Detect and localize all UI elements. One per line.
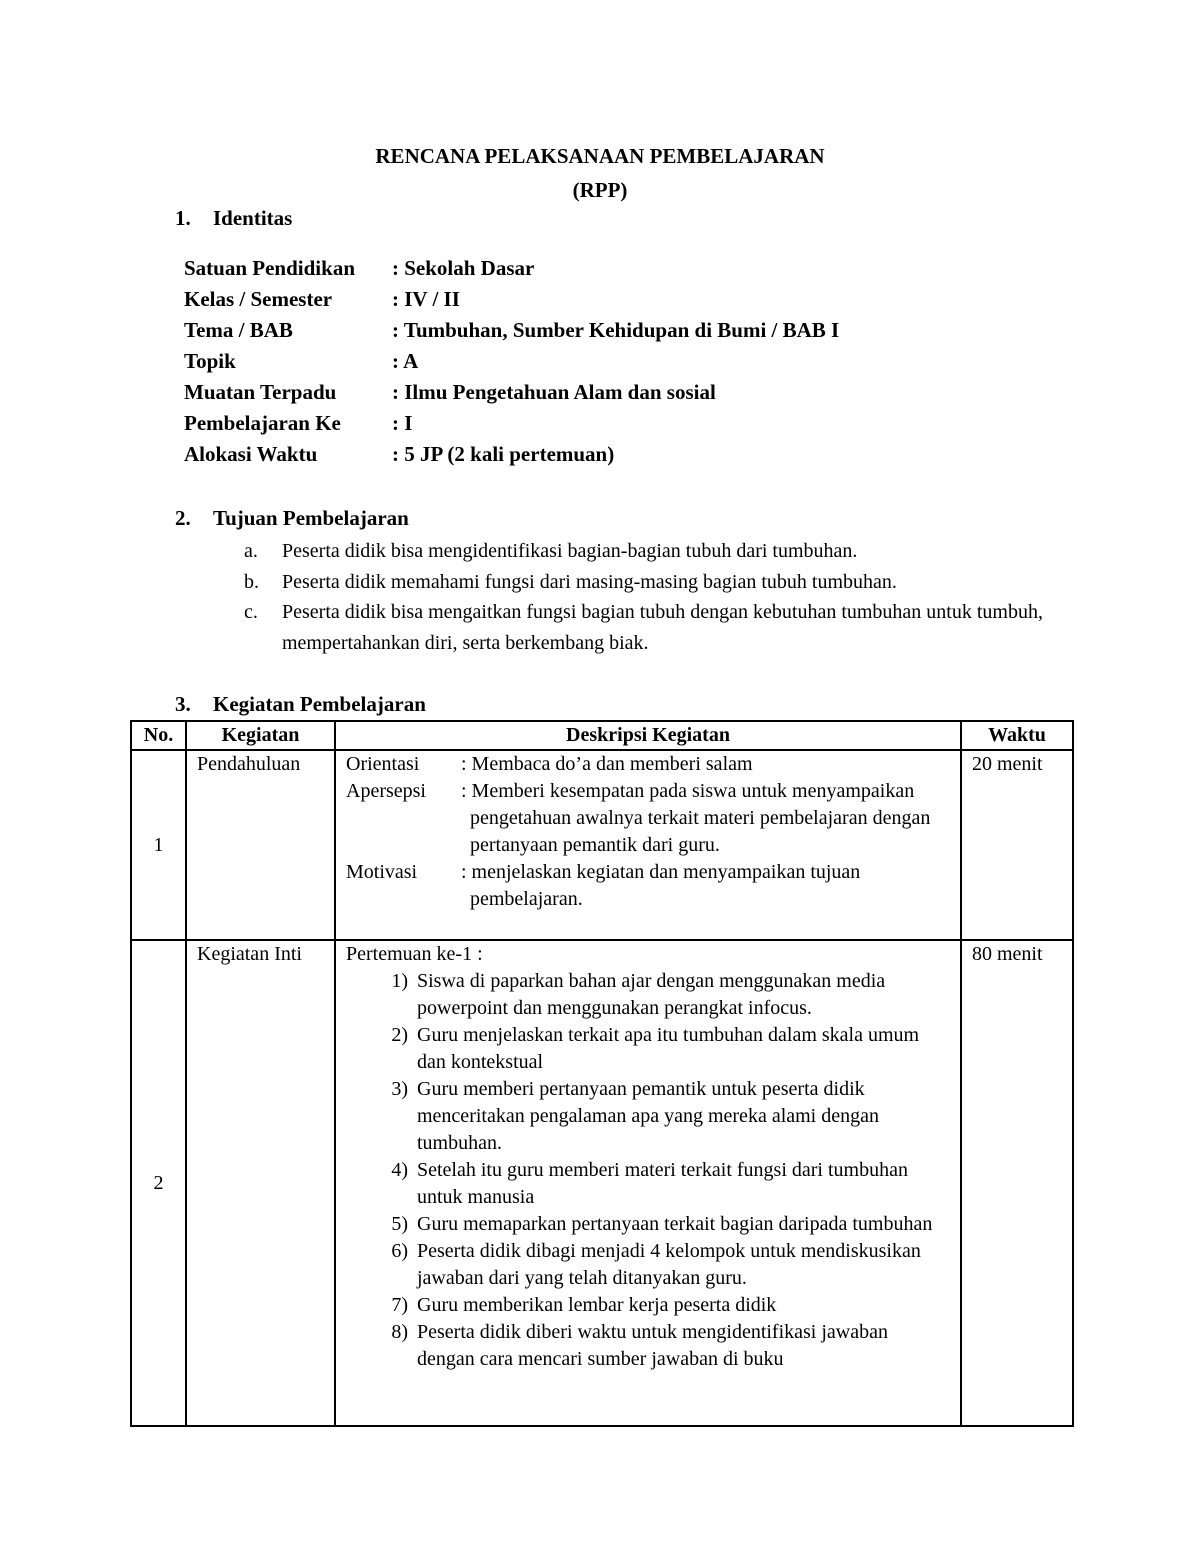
identity-value: : Tumbuhan, Sumber Kehidupan di Bumi / BAB I [392, 318, 840, 342]
list-item [346, 1238, 950, 1292]
identity-row [184, 380, 839, 411]
identity-value: : IV / II [392, 287, 460, 311]
document-title: RENCANA PELAKSANAAN PEMBELAJARAN [375, 144, 825, 168]
step-number: 2) [391, 1024, 408, 1046]
list-item [244, 536, 1064, 567]
step-number: 5) [391, 1213, 408, 1235]
description-text: : menjelaskan kegiatan dan menyampaikan tujuan pembelajaran. [461, 861, 861, 910]
steps-list [346, 968, 950, 1373]
table-header-row [131, 721, 1073, 750]
identity-label: Kelas / Semester [184, 287, 333, 311]
column-header-no: No. [131, 721, 186, 750]
list-item [244, 567, 1064, 598]
section-title: Kegiatan Pembelajaran [213, 692, 426, 716]
identity-label: Muatan Terpadu [184, 380, 337, 404]
identity-label: Tema / BAB [184, 318, 293, 342]
step-number: 1) [391, 970, 408, 992]
meeting-label: Pertemuan ke-1 : [346, 943, 483, 965]
section-number: 2. [175, 506, 191, 530]
list-item-text: Peserta didik bisa mengidentifikasi bagian-bagian tubuh dari tumbuhan. [282, 540, 858, 562]
list-item-text: Peserta didik memahami fungsi dari masing-masing bagian tubuh tumbuhan. [282, 570, 897, 593]
step-text: Siswa di paparkan bahan ajar dengan menggunakan media powerpoint dan menggunakan perangkat infocus. [417, 970, 886, 1019]
step-number: 4) [391, 1159, 408, 1181]
step-number: 8) [391, 1321, 408, 1343]
section-tujuan-heading [175, 506, 409, 531]
identity-table [184, 256, 839, 473]
section-number: 1. [175, 206, 191, 230]
step-text: Peserta didik diberi waktu untuk mengidentifikasi jawaban dengan cara mencari sumber jawaban di buku [417, 1321, 888, 1370]
step-text: Guru memaparkan pertanyaan terkait bagian daripada tumbuhan [417, 1213, 933, 1235]
step-number: 7) [391, 1294, 408, 1316]
list-item [346, 1076, 950, 1157]
list-item-text: Peserta didik bisa mengaitkan fungsi bagian tubuh dengan kebutuhan tumbuhan untuk tumbuh, mempertahankan diri, serta berkembang biak. [282, 601, 1043, 654]
column-header-kegiatan: Kegiatan [186, 721, 335, 750]
activity-name: Pendahuluan [186, 750, 335, 940]
row-number: 1 [131, 750, 186, 940]
step-text: Peserta didik dibagi menjadi 4 kelompok untuk mendiskusikan jawaban dari yang telah ditanyakan guru. [417, 1240, 921, 1289]
learning-goals-list [244, 536, 1064, 658]
identity-label: Alokasi Waktu [184, 442, 318, 466]
identity-value: : 5 JP (2 kali pertemuan) [392, 442, 615, 466]
identity-value: : Sekolah Dasar [392, 256, 535, 280]
list-marker: a. [244, 540, 258, 562]
step-text: Guru memberi pertanyaan pemantik untuk peserta didik menceritakan pengalaman apa yang mereka alami dengan tumbuhan. [417, 1078, 879, 1154]
identity-row [184, 318, 839, 349]
description-label: Apersepsi [346, 780, 426, 802]
description-label: Motivasi [346, 861, 418, 883]
identity-row [184, 349, 839, 380]
section-identitas-heading [175, 206, 292, 231]
list-item [346, 1319, 950, 1373]
section-kegiatan-heading [175, 692, 426, 717]
list-marker: c. [244, 601, 258, 623]
step-text: Setelah itu guru memberi materi terkait fungsi dari tumbuhan untuk manusia [417, 1159, 908, 1208]
identity-row [184, 442, 839, 473]
identity-row [184, 411, 839, 442]
description-text: : Membaca do’a dan memberi salam [461, 753, 753, 775]
section-title: Identitas [213, 206, 293, 230]
description-label: Orientasi [346, 753, 420, 775]
activity-duration: 20 menit [961, 750, 1073, 940]
step-number: 6) [391, 1240, 408, 1262]
step-text: Guru menjelaskan terkait apa itu tumbuhan dalam skala umum dan kontekstual [417, 1024, 920, 1073]
identity-label: Pembelajaran Ke [184, 411, 341, 435]
activity-description [335, 940, 961, 1426]
list-marker: b. [244, 570, 259, 593]
column-header-deskripsi: Deskripsi Kegiatan [335, 721, 961, 750]
list-item [346, 1211, 950, 1238]
activity-duration: 80 menit [961, 940, 1073, 1426]
description-text: : Memberi kesempatan pada siswa untuk menyampaikan pengetahuan awalnya terkait materi pembelajaran dengan pertanyaan pemantik dari guru. [461, 780, 931, 856]
column-header-waktu: Waktu [961, 721, 1073, 750]
table-row [131, 750, 1073, 940]
identity-value: : A [392, 349, 419, 373]
list-item [346, 1022, 950, 1076]
identity-label: Satuan Pendidikan [184, 256, 355, 280]
identity-label: Topik [184, 349, 236, 373]
section-title: Tujuan Pembelajaran [213, 506, 409, 530]
list-item [346, 1157, 950, 1211]
activity-description [335, 750, 961, 940]
identity-row [184, 287, 839, 318]
step-text: Guru memberikan lembar kerja peserta didik [417, 1294, 777, 1316]
identity-value: : I [392, 411, 413, 435]
list-item [346, 1292, 950, 1319]
step-number: 3) [391, 1078, 408, 1100]
section-number: 3. [175, 692, 191, 716]
document-subtitle: (RPP) [572, 178, 628, 202]
identity-value: : Ilmu Pengetahuan Alam dan sosial [392, 380, 716, 404]
list-item [346, 968, 950, 1022]
activity-name: Kegiatan Inti [186, 940, 335, 1426]
identity-row [184, 256, 839, 287]
list-item [244, 597, 1064, 658]
activity-table [130, 720, 1074, 1427]
table-row [131, 940, 1073, 1426]
row-number: 2 [131, 940, 186, 1426]
